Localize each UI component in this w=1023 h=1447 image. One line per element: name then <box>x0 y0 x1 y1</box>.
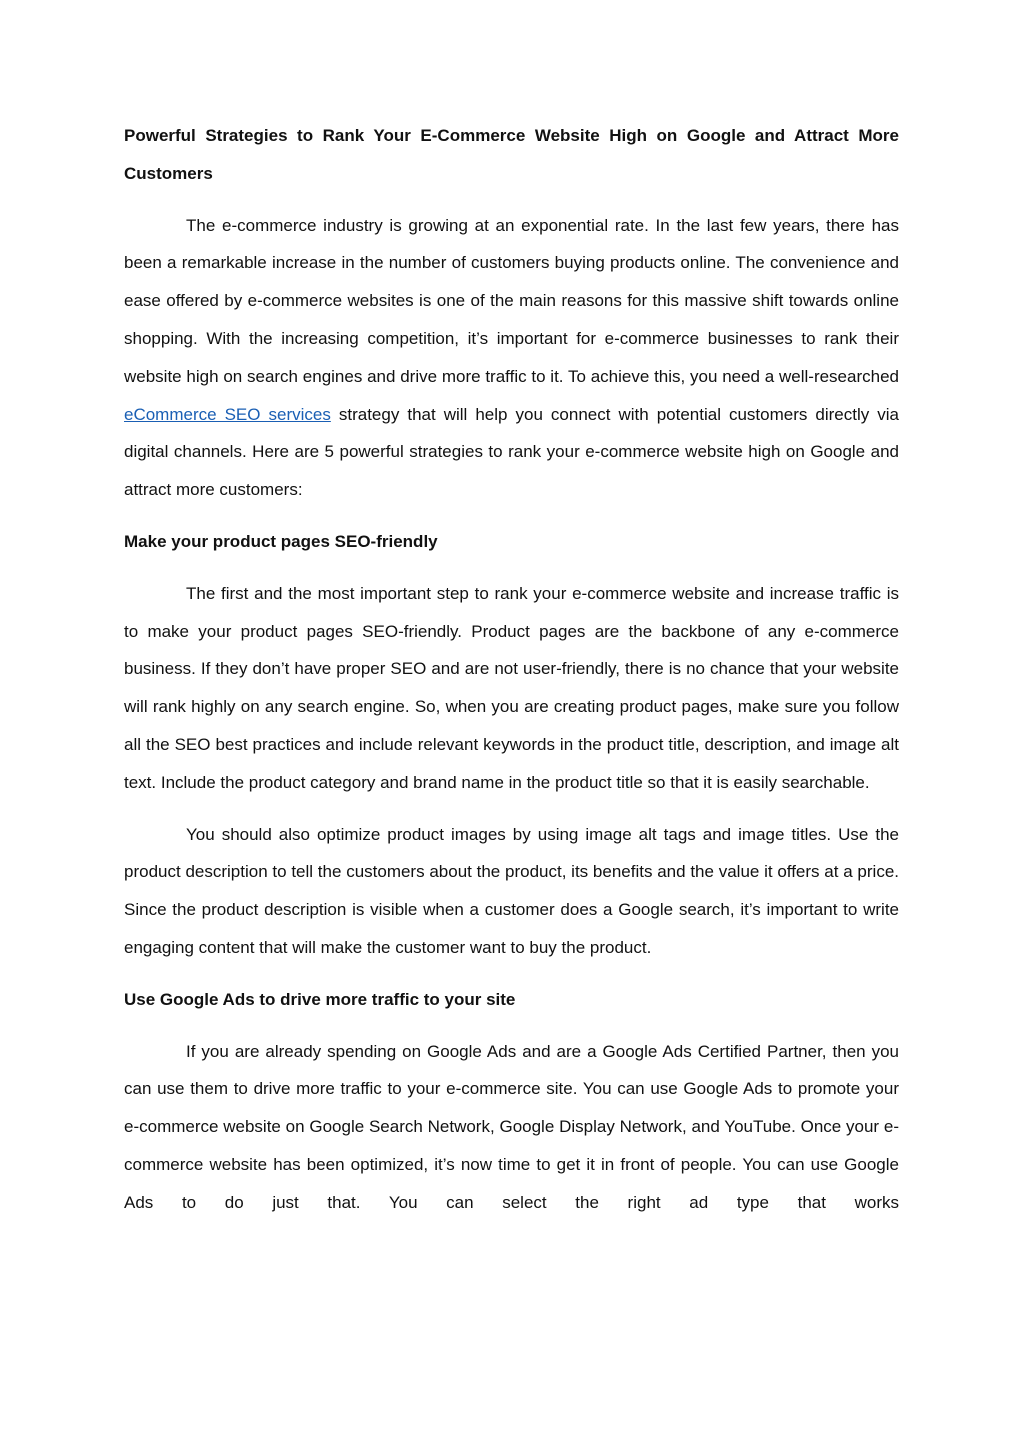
section-heading-product-pages: Make your product pages SEO-friendly <box>124 531 438 551</box>
paragraph: You should also optimize product images by using image alt tags and image titles. Use the product description to tell the customers about the product, its benefits and the value it offers at a price. Since the product description is visible when a customer does a Google search, it’s important to write engaging content that will make the customer want to buy the product. <box>124 824 899 957</box>
document-page <box>124 117 899 1236</box>
paragraph: If you are already spending on Google Ads and are a Google Ads Certified Partner, then you can use them to drive more traffic to your e-commerce site. You can use Google Ads to promote your e-commerce website on Google Search Network, Google Display Network, and YouTube. Once your e-commerce website has been optimized, it’s now time to get it in front of people. You can use Google Ads to do just that. You can select the right ad type that works <box>124 1041 899 1212</box>
intro-text-after-link: strategy that will help you connect with potential customers directly via digital channels. Here are 5 powerful strategies to rank your e-commerce website high on Google and attract more customers: <box>124 404 899 500</box>
intro-paragraph <box>124 207 899 509</box>
document-title: Powerful Strategies to Rank Your E-Commerce Website High on Google and Attract More Customers <box>124 126 899 183</box>
section-heading-google-ads: Use Google Ads to drive more traffic to your site <box>124 989 516 1009</box>
paragraph: The first and the most important step to rank your e-commerce website and increase traffic is to make your product pages SEO-friendly. Product pages are the backbone of any e-commerce business. If they don’t have proper SEO and are not user-friendly, there is no chance that your website will rank highly on any search engine. So, when you are creating product pages, make sure you follow all the SEO best practices and include relevant keywords in the product title, description, and image alt text. Include the product category and brand name in the product title so that it is easily searchable. <box>124 583 899 792</box>
intro-text-before-link: The e-commerce industry is growing at an exponential rate. In the last few years, there has been a remarkable increase in the number of customers buying products online. The convenience and ease offered by e-commerce websites is one of the main reasons for this massive shift towards online shopping. With the increasing competition, it’s important for e-commerce businesses to rank their website high on search engines and drive more traffic to it. To achieve this, you need a well-researched <box>124 215 899 386</box>
ecommerce-seo-services-link[interactable]: eCommerce SEO services <box>124 404 331 424</box>
